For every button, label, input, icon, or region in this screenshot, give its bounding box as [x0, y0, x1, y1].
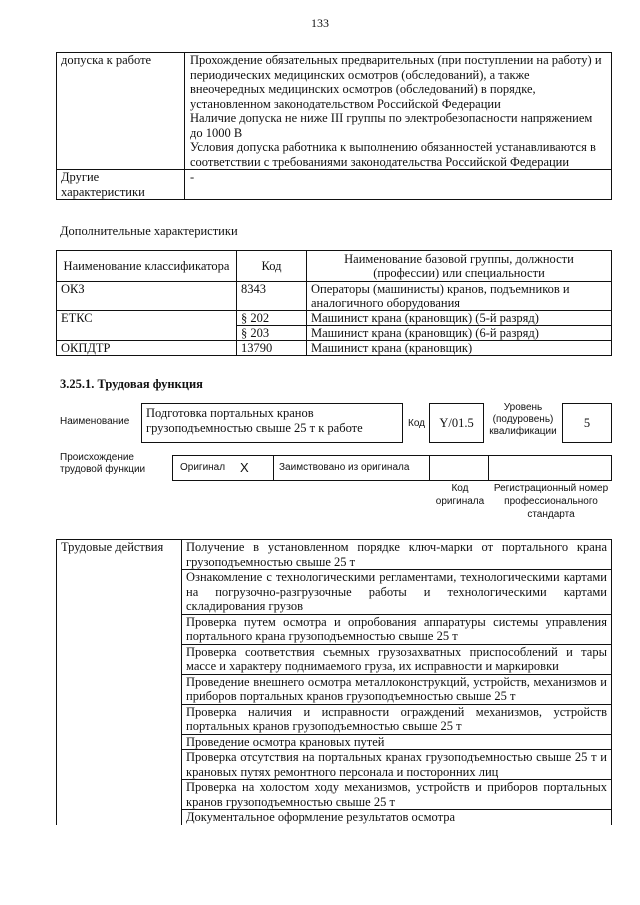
original-mark: X [240, 460, 249, 475]
labor-action: Проверка наличия и исправности ограждений механизмов, устройств портальных кранов грузоподъемностью свыше 25 т [182, 704, 612, 734]
column-header: Наименование базовой группы, должности (профессии) или специальности [307, 251, 612, 282]
table-header-row [57, 251, 612, 282]
table-row [57, 282, 612, 311]
name-label: Наименование [60, 416, 130, 427]
page-number: 133 [311, 16, 329, 30]
borrowed-label: Заимствовано из оригинала [279, 462, 410, 473]
table-row [57, 53, 612, 170]
occupation-cell: Операторы (машинисты) кранов, подъемников и аналогичного оборудования [307, 282, 612, 311]
registration-number-caption: Регистрационный номер профессионального стандарта [493, 483, 609, 520]
level-label: Уровень (подуровень) квалификации [489, 402, 557, 437]
code-cell: 13790 [237, 341, 307, 356]
code-label: Код [408, 418, 426, 429]
function-title: 3.25.1. Трудовая функция [60, 377, 203, 391]
occupation-cell: Машинист крана (крановщик) (6-й разряд) [307, 326, 612, 341]
table-row [57, 540, 612, 570]
labor-action: Получение в установленном порядке ключ-марки от портального крана грузоподъемностью свыше 25 т [182, 540, 612, 570]
admission-table [56, 52, 612, 200]
original-label: Оригинал [180, 462, 226, 473]
section-title: Дополнительные характеристики [60, 224, 238, 238]
table-row [57, 311, 612, 326]
labor-action: Документальное оформление результатов осмотра [182, 810, 612, 825]
labor-actions-label: Трудовые действия [57, 540, 182, 825]
table-row [57, 170, 612, 200]
row-label: допуска к работе [57, 53, 185, 170]
origin-label: Происхождение трудовой функции [60, 452, 146, 475]
labor-action: Проверка соответствия съемных грузозахватных приспособлений и тары массе и характеру поднимаемого груза, их исправности и маркировки [182, 644, 612, 674]
occupation-cell: Машинист крана (крановщик) (5-й разряд) [307, 311, 612, 326]
code-cell: § 203 [237, 326, 307, 341]
labor-actions-table [56, 539, 612, 825]
registration-number-cell [488, 455, 612, 481]
labor-action: Проведение осмотра крановых путей [182, 734, 612, 750]
admission-condition: Условия допуска работника к выполнению обязанностей устанавливаются в соответствии с требованиями законодательства Российской Федерации [190, 140, 596, 169]
labor-action: Проведение внешнего осмотра металлоконструкций, устройств, механизмов и приборов портальных кранов грузоподъемностью свыше 25 т [182, 674, 612, 704]
labor-action: Проверка отсутствия на портальных кранах грузоподъемностью свыше 25 т и крановых путях ремонтного персонала и посторонних лиц [182, 750, 612, 780]
admission-condition: Наличие допуска не ниже III группы по электробезопасности напряжением до 1000 В [190, 111, 593, 140]
classifier-cell: ОКПДТР [57, 341, 237, 356]
origin-row [172, 455, 612, 481]
labor-action: Ознакомление с технологическими регламентами, технологическими картами на погрузочно-разгрузочные работы и технологическими картами складирования грузов [182, 570, 612, 615]
code-cell: § 202 [237, 311, 307, 326]
classifier-cell: ЕТКС [57, 311, 237, 341]
borrowed-cell [273, 455, 430, 481]
function-code: Y/01.5 [429, 403, 484, 443]
original-cell [172, 455, 274, 481]
column-header: Код [237, 251, 307, 282]
table-row [57, 341, 612, 356]
admission-condition: Прохождение обязательных предварительных (при поступлении на работу) и периодических медицинских осмотров (обследований), а также внеочередных медицинских осмотров (обследований) в порядке, установленном законодательством Российской Федерации [190, 53, 602, 111]
function-name: Подготовка портальных кранов грузоподъемностью свыше 25 т к работе [141, 403, 403, 443]
original-code-cell [429, 455, 489, 481]
row-value: - [185, 170, 612, 200]
row-label: Другие характеристики [57, 170, 185, 200]
occupation-cell: Машинист крана (крановщик) [307, 341, 612, 356]
qualification-level: 5 [562, 403, 612, 443]
labor-action: Проверка путем осмотра и опробования аппаратуры системы управления портального крана грузоподъемностью свыше 25 т [182, 614, 612, 644]
column-header: Наименование классификатора [57, 251, 237, 282]
row-value [185, 53, 612, 170]
classifier-table [56, 250, 612, 356]
code-cell: 8343 [237, 282, 307, 311]
classifier-cell: ОКЗ [57, 282, 237, 311]
labor-action: Проверка на холостом ходу механизмов, устройств и приборов портальных кранов грузоподъемностью свыше 25 т [182, 780, 612, 810]
original-code-caption: Код оригинала [435, 483, 485, 507]
